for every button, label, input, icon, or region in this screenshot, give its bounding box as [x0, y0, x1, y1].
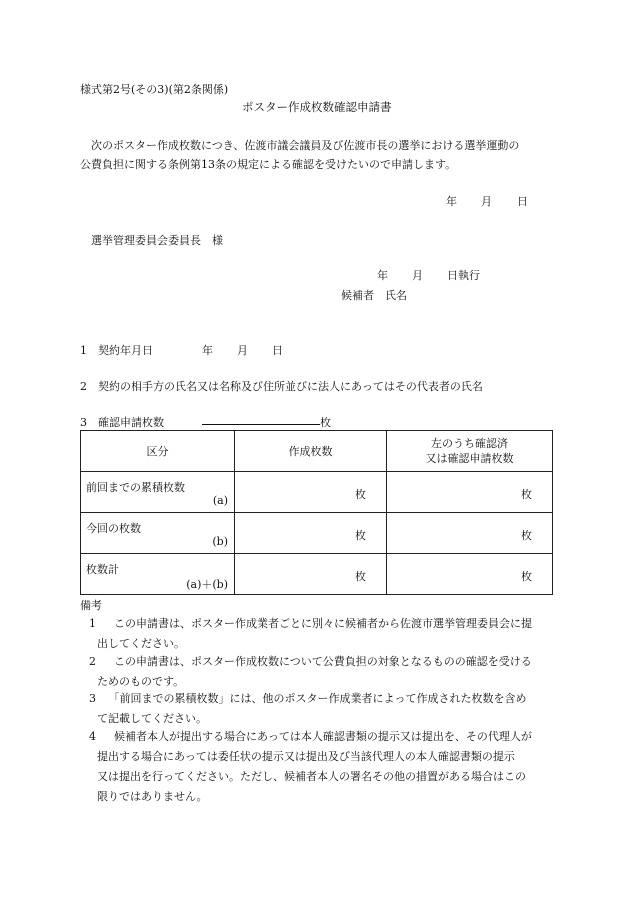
intro-line-1: 次のポスター作成枚数につき、佐渡市議会議員及び佐渡市長の選挙における選挙運動の [91, 139, 520, 152]
row-confirmed-cell[interactable]: 枚 [387, 554, 553, 595]
item1-day: 日 [272, 344, 283, 357]
remark-note-1: 1 この申請書は、ポスター作成業者ごとに別々に候補者から佐渡市選挙管理委員会に提 出してください。 [89, 617, 532, 650]
date-month: 月 [481, 195, 492, 208]
confirmation-table [80, 430, 553, 595]
item3-unit: 枚 [320, 416, 331, 429]
election-month: 月 [412, 269, 423, 282]
item3-blank[interactable] [202, 414, 320, 428]
row-label-cell: 今回の枚数 (b) [81, 513, 235, 554]
item2-label: 2 契約の相手方の氏名又は名称及び住所並びに法人にあってはその代表者の氏名 [80, 380, 483, 393]
row-created-cell[interactable]: 枚 [235, 513, 387, 554]
table-row [81, 472, 553, 513]
form-number: 様式第2号(その3)(第2条関係) [80, 83, 229, 96]
row-confirmed-cell[interactable]: 枚 [387, 472, 553, 513]
remarks-heading: 備考 [80, 599, 102, 612]
item1-year: 年 [202, 344, 213, 357]
item3-label: 3 確認申請枚数 [80, 416, 164, 429]
row-confirmed-cell[interactable]: 枚 [387, 513, 553, 554]
table-row [81, 513, 553, 554]
header-created: 作成枚数 [235, 431, 387, 472]
addressee: 選挙管理委員会委員長 様 [91, 234, 223, 247]
row-created-cell[interactable]: 枚 [235, 472, 387, 513]
item1-label: 1 契約年月日 [80, 344, 153, 357]
remark-note-2: 2 この申請書は、ポスター作成枚数について公費負担の対象となるものの確認を受ける ためのものです。 [89, 655, 532, 688]
header-confirmed: 左のうち確認済 又は確認申請枚数 [387, 431, 553, 472]
election-year: 年 [377, 269, 388, 282]
table-row [81, 554, 553, 595]
header-category: 区分 [81, 431, 235, 472]
date-day: 日 [517, 195, 528, 208]
row-label-cell: 前回までの累積枚数 (a) [81, 472, 235, 513]
table-header-row [81, 431, 553, 472]
candidate-name-label: 候補者 氏名 [341, 289, 407, 302]
election-day-exec: 日執行 [447, 269, 480, 282]
item1-month: 月 [237, 344, 248, 357]
row-created-cell[interactable]: 枚 [235, 554, 387, 595]
date-year: 年 [446, 195, 457, 208]
remark-note-3: 3 「前回までの累積枚数」には、他のポスター作成業者によって作成された枚数を含め て記載してください。 [89, 692, 527, 725]
row-label-cell: 枚数計 (a)＋(b) [81, 554, 235, 595]
intro-line-2: 公費負担に関する条例第13条の規定による確認を受けたいので申請します。 [80, 158, 457, 171]
document-title: ポスター作成枚数確認申請書 [242, 100, 392, 114]
remark-note-4: 4 候補者本人が提出する場合にあっては本人確認書類の提示又は提出を、その代理人が 提出する場合にあっては委任状の提示又は提出及び当該代理人の本人確認書類の提示 又は提出を行ってください。ただし、候補者本人の署名その他の措置がある場合はこの 限りではありません。 [89, 730, 532, 803]
